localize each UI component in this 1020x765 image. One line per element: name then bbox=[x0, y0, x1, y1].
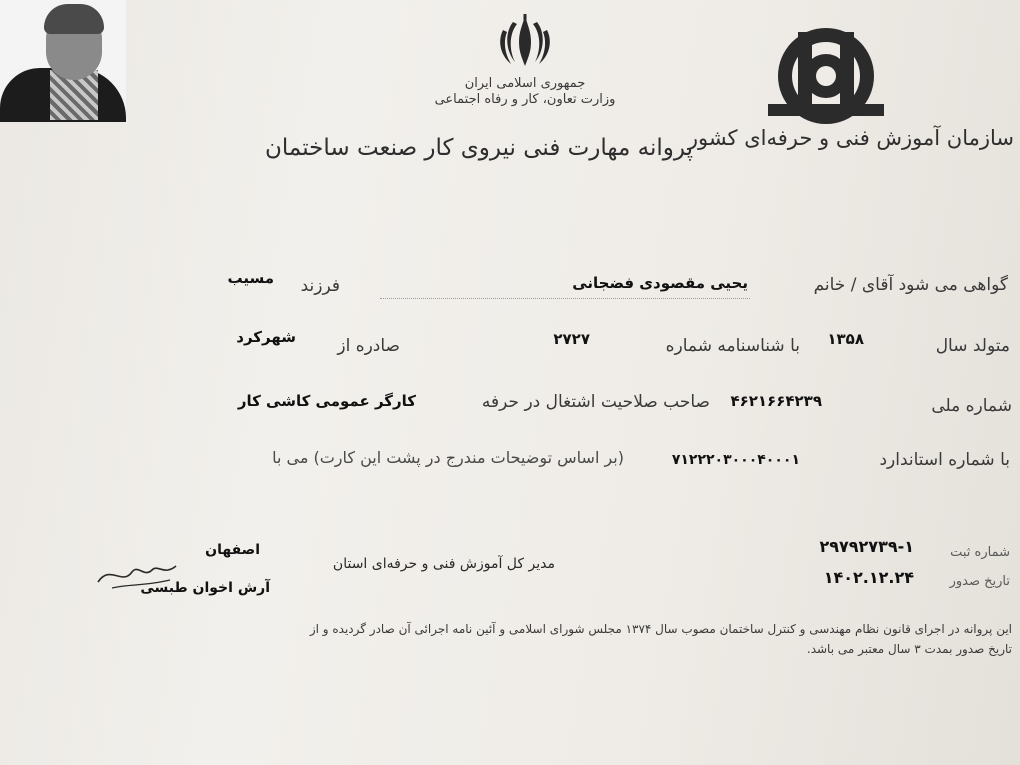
signature-mark bbox=[92, 556, 182, 596]
label-issue-date: تاریخ صدور bbox=[949, 574, 1010, 589]
tvto-gear-logo-icon bbox=[758, 20, 894, 130]
label-certify: گواهی می شود آقای / خانم bbox=[813, 275, 1008, 295]
label-standard: با شماره استاندارد bbox=[879, 450, 1010, 470]
header-center bbox=[430, 0, 620, 107]
director-name: آرش اخوان طبسی bbox=[140, 580, 270, 596]
iran-emblem-icon bbox=[495, 12, 555, 70]
registration-number: ۲۹۷۹۲۷۳۹-۱ bbox=[819, 537, 914, 556]
national-id: ۴۶۲۱۶۶۴۲۳۹ bbox=[730, 392, 822, 410]
director-title: مدیر کل آموزش فنی و حرفه‌ای استان bbox=[332, 556, 555, 572]
issue-date: ۱۴۰۲.۱۲.۲۴ bbox=[823, 568, 914, 587]
label-national-id: شماره ملی bbox=[931, 396, 1012, 416]
person-photo bbox=[0, 0, 126, 122]
issued-city: شهرکرد bbox=[236, 328, 296, 346]
validity-note-line-2: تاریخ صدور بمدت ۳ سال معتبر می باشد. bbox=[806, 642, 1012, 656]
label-issued: صادره از bbox=[337, 336, 400, 356]
line4-tail: (بر اساس توضیحات مندرج در پشت این کارت) می با bbox=[272, 448, 624, 467]
profession: کارگر عمومی کاشی کار bbox=[237, 392, 416, 410]
dotline-1 bbox=[380, 298, 750, 299]
holder-name: یحیی مقصودی فضجانی bbox=[572, 274, 748, 292]
birth-year: ۱۳۵۸ bbox=[827, 330, 864, 348]
republic-name: جمهوری اسلامی ایران bbox=[464, 76, 586, 91]
certificate-title: پروانه مهارت فنی نیروی کار صنعت ساختمان bbox=[265, 135, 693, 161]
standard-number: ۷۱۲۲۲۰۳۰۰۰۴۰۰۰۱ bbox=[671, 452, 800, 468]
organization-name: سازمان آموزش فنی و حرفه‌ای کشور bbox=[687, 126, 1014, 150]
validity-note-line-1: این پروانه در اجرای قانون نظام مهندسی و کنترل ساختمان مصوب سال ۱۳۷۴ مجلس شورای اسلامی و آئین نامه اجرائی آن صادر گردیده و از bbox=[309, 622, 1012, 636]
province-name: اصفهان bbox=[205, 542, 260, 558]
father-name: مسیب bbox=[227, 269, 274, 287]
label-registration-number: شماره ثبت bbox=[950, 545, 1010, 560]
label-born: متولد سال bbox=[935, 336, 1010, 356]
ministry-name: وزارت تعاون، کار و رفاه اجتماعی bbox=[434, 92, 616, 107]
label-child-of: فرزند bbox=[300, 276, 340, 296]
label-id: با شناسنامه شماره bbox=[665, 336, 800, 356]
label-competence: صاحب صلاحیت اشتغال در حرفه bbox=[481, 392, 710, 412]
id-number: ۲۷۲۷ bbox=[553, 330, 590, 348]
